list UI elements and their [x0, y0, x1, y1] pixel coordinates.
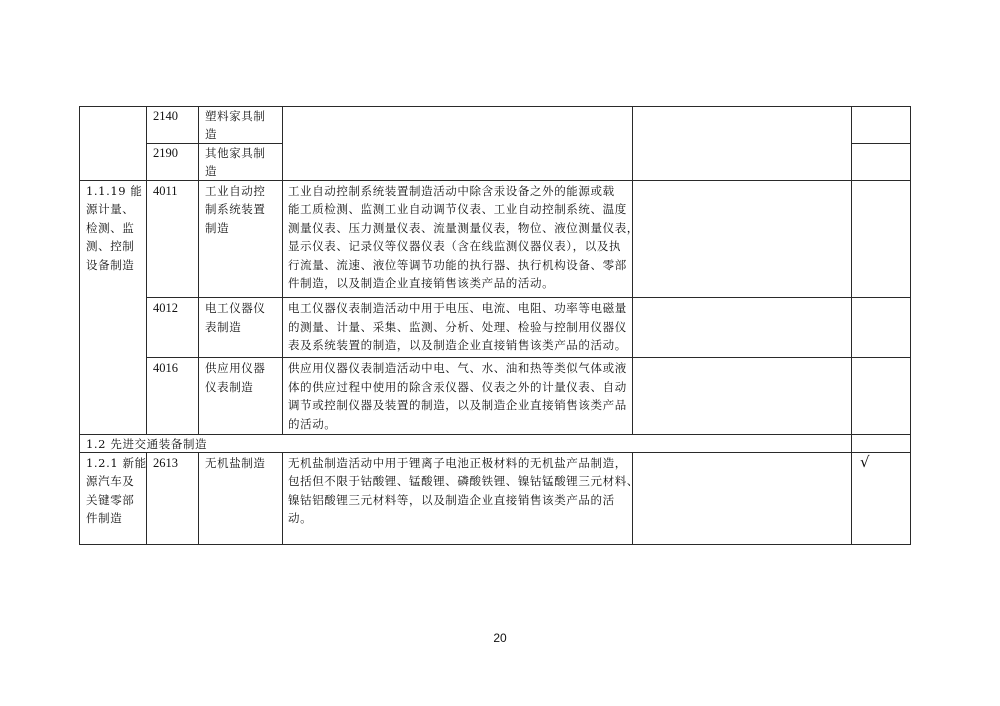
description-line: 的活动。 [288, 417, 337, 431]
category-line: 源汽车及 [86, 474, 135, 488]
table-rule [79, 106, 80, 545]
industry-code: 4012 [153, 301, 178, 315]
table-rule [79, 106, 911, 107]
industry-code: 4016 [153, 361, 178, 375]
table-rule [851, 143, 911, 144]
industry-name-line: 表制造 [205, 320, 242, 334]
category-line: 关键零部 [86, 493, 135, 507]
description-line: 体的供应过程中使用的除含汞仪器、仪表之外的计量仪表、自动 [288, 380, 627, 394]
industry-code: 2613 [153, 456, 178, 470]
description-line: 工业自动控制系统装置制造活动中除含汞设备之外的能源或载 [288, 184, 615, 198]
section-header: 1.2 先进交通装备制造 [86, 437, 208, 451]
category-line: 件制造 [86, 511, 123, 525]
page-number: 20 [493, 631, 507, 645]
table-rule [198, 106, 199, 435]
table-rule [146, 357, 911, 358]
description-line: 调节或控制仪器及装置的制造，以及制造企业直接销售该类产品 [288, 398, 627, 412]
checkmark-icon: √ [860, 453, 870, 471]
description-line: 行流量、流速、液位等调节功能的执行器、执行机构设备、零部 [288, 258, 627, 272]
industry-name-line: 仪表制造 [205, 380, 254, 394]
category-line: 1.2.1 新能 [86, 456, 147, 470]
industry-name-line: 无机盐制造 [205, 456, 266, 470]
description-line: 的测量、计量、采集、监测、分析、处理、检验与控制用仪器仪 [288, 320, 627, 334]
industry-code: 2190 [153, 146, 178, 160]
table-rule [910, 106, 911, 545]
industry-name-line: 造 [205, 164, 218, 178]
description-line: 显示仪表、记录仪等仪器仪表（含在线监测仪器仪表），以及执 [288, 239, 622, 253]
description-line: 供应用仪器仪表制造活动中电、气、水、油和热等类似气体或液 [288, 361, 627, 375]
description-line: 无机盐制造活动中用于锂离子电池正极材料的无机盐产品制造， [288, 456, 627, 470]
category-line: 设备制造 [86, 258, 135, 272]
industry-name-line: 电工仪器仪 [205, 301, 266, 315]
table-rule [282, 106, 283, 435]
description-line: 表及系统装置的制造，以及制造企业直接销售该类产品的活动。 [288, 338, 627, 352]
description-line: 件制造，以及制造企业直接销售该类产品的活动。 [288, 276, 555, 290]
industry-name-line: 工业自动控 [205, 184, 266, 198]
industry-code: 4011 [153, 184, 178, 198]
industry-name-line: 其他家具制 [205, 146, 266, 160]
category-line: 检测、监 [86, 221, 135, 235]
category-line: 测、控制 [86, 239, 135, 253]
description-line: 测量仪表、压力测量仪表、流量测量仪表，物位、液位测量仪表， [288, 221, 639, 235]
table-rule [282, 452, 283, 545]
description-line: 电工仪器仪表制造活动中用于电压、电流、电阻、功率等电磁量 [288, 301, 627, 315]
industry-code: 2140 [153, 109, 178, 123]
table-rule [146, 297, 911, 298]
industry-name-line: 造 [205, 127, 218, 141]
table-rule [851, 106, 852, 545]
description-line: 动。 [288, 511, 313, 525]
category-line: 源计量、 [86, 202, 135, 216]
industry-name-line: 制造 [205, 221, 230, 235]
industry-name-line: 塑料家具制 [205, 109, 266, 123]
table-rule [632, 452, 633, 545]
table-rule [632, 106, 633, 435]
table-rule [146, 106, 147, 435]
industry-name-line: 制系统装置 [205, 202, 266, 216]
description-line: 包括但不限于钴酸锂、锰酸锂、磷酸铁锂、镍钴锰酸锂三元材料、 [288, 474, 639, 488]
table-rule [79, 544, 911, 545]
industry-name-line: 供应用仪器 [205, 361, 266, 375]
category-line: 1.1.19 能 [86, 184, 143, 198]
description-line: 能工质检测、监测工业自动调节仪表、工业自动控制系统、温度 [288, 202, 627, 216]
table-rule [198, 452, 199, 545]
description-line: 镍钴铝酸锂三元材料等，以及制造企业直接销售该类产品的活 [288, 493, 615, 507]
table-rule [79, 180, 911, 181]
